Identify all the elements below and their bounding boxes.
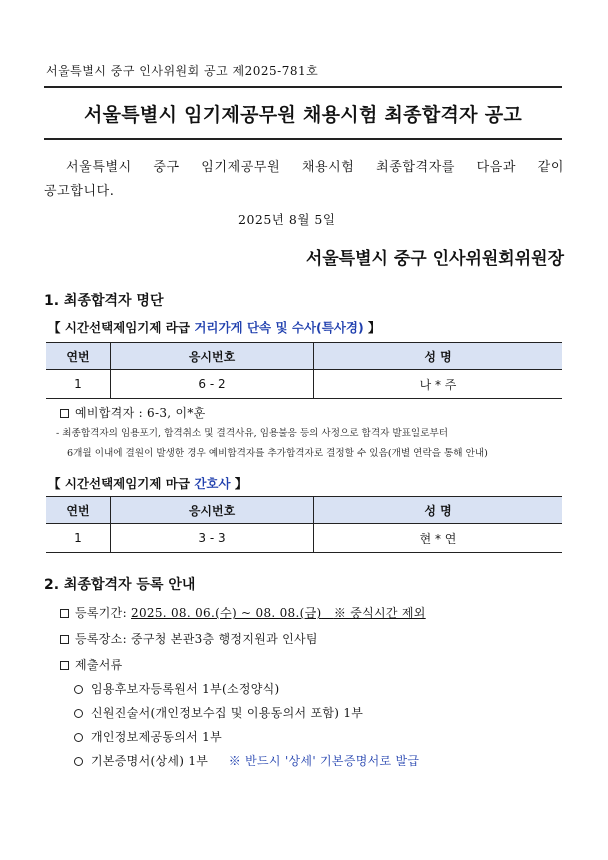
table-header-row [46,497,562,524]
period-value: 2025. 08. 06.(수) ~ 08. 08.(금) [131,606,322,620]
title-top-rule [44,86,562,88]
cell-no: 1 [46,370,111,399]
col-header-name: 성 명 [314,343,563,370]
group-2-prefix: 【 시간선택제임기제 마급 [48,476,195,491]
square-bullet-icon [60,661,69,670]
result-table-1 [46,342,562,399]
doc-text: 임용후보자등록원서 1부(소정양식) [91,682,280,696]
required-documents [60,656,123,673]
notice-date: 2025년 8월 5일 [238,212,336,227]
doc-text: 기본증명서(상세) 1부 [91,754,209,768]
cell-name: 나 * 주 [314,370,563,399]
reserve-text: 예비합격자 : 6-3, 이*훈 [75,406,206,420]
cell-exam-number: 6 - 2 [111,370,314,399]
title-bottom-rule [44,138,562,140]
note-line-1: - 최종합격자의 임용포기, 합격취소 및 결격사유, 임용불응 등의 사정으로 합격자 발표일로부터 [56,428,449,439]
period-label: 등록기간: [75,606,132,620]
section-2-heading: 2. 최종합격자 등록 안내 [44,577,196,593]
group-1-suffix: 】 [363,320,381,335]
list-item [74,704,363,721]
list-item [74,680,280,697]
signer: 서울특별시 중구 인사위원회위원장 [305,249,564,269]
circle-bullet-icon [74,685,83,694]
circle-bullet-icon [74,709,83,718]
section-1-heading: 1. 최종합격자 명단 [44,293,164,309]
group-1-heading [48,318,381,336]
col-header-exam-number: 응시번호 [111,343,314,370]
page-title: 서울특별시 임기제공무원 채용시험 최종합격자 공고 [83,104,523,126]
circle-bullet-icon [74,733,83,742]
intro-line-1: 서울특별시 중구 임기제공무원 채용시험 최종합격자를 다음과 같이 [66,160,564,175]
period-note: ※ 중식시간 제외 [333,606,426,620]
intro-line-2: 공고합니다. [44,184,115,199]
table-row [46,370,562,399]
group-1-position: 거리가게 단속 및 수사(특사경) [194,320,364,335]
cell-no: 1 [46,524,111,553]
col-header-exam-number: 응시번호 [111,497,314,524]
place-text: 등록장소: 중구청 본관3층 행정지원과 인사팀 [75,632,318,646]
doc4-note: ※ 반드시 '상세' 기본증명서로 발급 [228,754,420,768]
circle-bullet-icon [74,757,83,766]
intro-paragraph [44,156,564,204]
note-line-2: 6개월 이내에 결원이 발생한 경우 예비합격자를 추가합격자로 결정할 수 있음(개별 연락을 통해 안내) [67,448,488,459]
group-1-prefix: 【 시간선택제임기제 라급 [48,320,195,335]
square-bullet-icon [60,609,69,618]
group-2-position: 간호사 [194,476,231,491]
square-bullet-icon [60,635,69,644]
table-header-row [46,343,562,370]
col-header-no: 연번 [46,497,111,524]
doc-spacer [208,754,229,768]
notice-number: 서울특별시 중구 인사위원회 공고 제2025-781호 [46,64,319,78]
col-header-no: 연번 [46,343,111,370]
square-bullet-icon [60,409,69,418]
cell-name: 현 * 연 [314,524,563,553]
registration-period [60,604,426,621]
result-table-2 [46,496,562,553]
cell-exam-number: 3 - 3 [111,524,314,553]
registration-place [60,630,318,647]
table-row [46,524,562,553]
group-2-heading [48,474,247,492]
list-item [74,728,222,745]
col-header-name: 성 명 [314,497,563,524]
reserve-candidate [60,404,206,421]
doc-text: 신원진술서(개인정보수집 및 이용동의서 포함) 1부 [91,706,364,720]
docs-label: 제출서류 [75,658,123,672]
group-2-suffix: 】 [230,476,248,491]
period-spacer [321,606,333,620]
doc-text: 개인정보제공동의서 1부 [91,730,222,744]
reserve-note [56,424,564,464]
list-item [74,752,419,769]
